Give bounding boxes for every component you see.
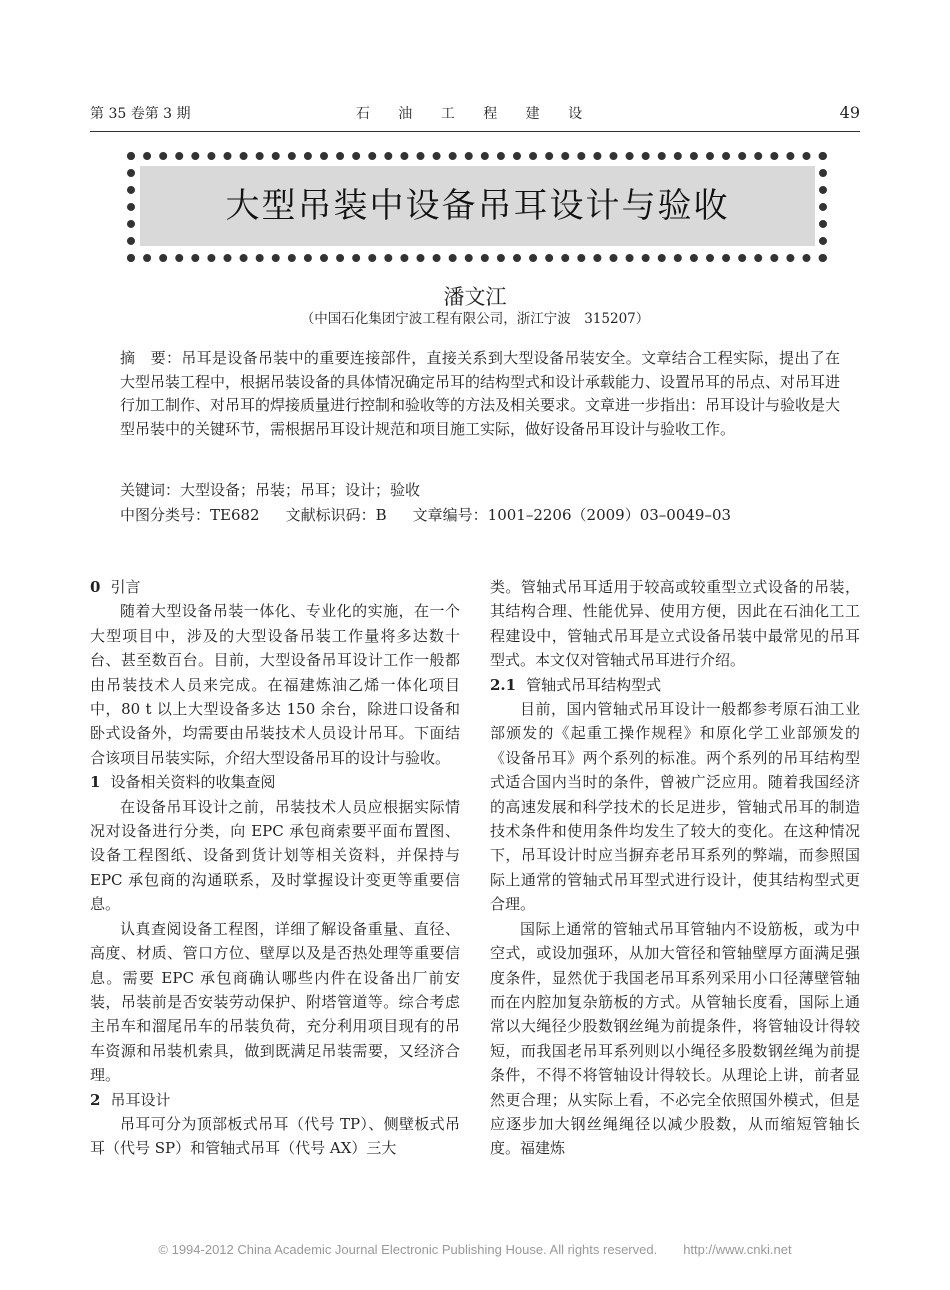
- paragraph: 目前，国内管轴式吊耳设计一般都参考原石油工业部颁发的《起重工操作规程》和原化学工业部颁发的《设备吊耳》两个系列的标准。两个系列的吊耳结构型式适合国内当时的条件，曾被广泛应用。随着我国经济的高速发展和科学技术的长足进步，管轴式吊耳的制造技术条件和使用条件均发生了较大的变化。在这种情况下，吊耳设计时应当摒弃老吊耳系列的弊端，而参照国际上通常的管轴式吊耳型式进行设计，使其结构型式更合理。: [490, 700, 860, 914]
- paragraph: 国际上通常的管轴式吊耳管轴内不设筋板，或为中空式，或设加强环，从加大管径和管轴壁厚方面满足强度条件，显然优于我国老吊耳系列采用小口径薄壁管轴而在内腔加复杂筋板的方式。从管轴长度看，国际上通常以大绳径少股数钢丝绳为前提条件，将管轴设计得较短，而我国老吊耳系列则以小绳径多股数钢丝绳为前提条件，不得不将管轴设计得较长。从理论上讲，前者显然更合理；从实际上看，不必完全依照国外模式，但是应逐步加大钢丝绳绳径以减少股数，从而缩短管轴长度。福建炼: [490, 919, 860, 1158]
- running-header: [90, 103, 860, 123]
- paragraph: 随着大型设备吊装一体化、专业化的实施，在一个大型项目中，涉及的大型设备吊装工作量将多达数十台、甚至数百台。目前，大型设备吊耳设计工作一般都由吊装技术人员来完成。在福建炼油乙烯一体化项目中，80 t 以上大型设备多达 150 余台，除进口设备和卧式设备外，均需要由吊装技术人员设计吊耳。下面结合该项目吊装实际，介绍大型设备吊耳的设计与验收。: [90, 602, 460, 767]
- paragraph: 认真查阅设备工程图，详细了解设备重量、直径、高度、材质、管口方位、壁厚以及是否热处理等重要信息。需要 EPC 承包商确认哪些内件在设备出厂前安装，吊装前是否安装劳动保护、附塔管道等。综合考虑主吊车和溜尾吊车的吊装负荷，充分利用项目现有的吊车资源和吊装机索具，做到既满足吊装需要，又经济合理。: [90, 919, 460, 1085]
- doc-code-label: 文献标识码：: [285, 506, 376, 524]
- article-number-label: 文章编号：: [412, 506, 488, 524]
- paragraph: 在设备吊耳设计之前，吊装技术人员应根据实际情况对设备进行分类，向 EPC 承包商索要平面布置图、设备工程图纸、设备到货计划等相关资料，并保持与 EPC 承包商的沟通联系，及时掌握设计变更等重要信息。: [90, 797, 460, 914]
- left-column: [90, 575, 460, 1161]
- section-heading-1: 1 设备相关资料的收集查阅: [90, 773, 276, 792]
- author-name: 潘文江: [443, 285, 507, 309]
- article-number: 1001–2206（2009）03–0049–03: [487, 506, 732, 524]
- journal-name: 石 油 工 程 建 设: [355, 106, 595, 122]
- abstract: [120, 347, 840, 441]
- doc-code: B: [375, 506, 387, 524]
- clc-label: 中图分类号：: [120, 506, 211, 524]
- section-heading-2-1: 2.1 管轴式吊耳结构型式: [490, 675, 662, 694]
- section-heading-0: 0 引言: [90, 578, 141, 596]
- keywords: [120, 479, 420, 500]
- classification-line: [120, 504, 731, 525]
- paragraph: 类。管轴式吊耳适用于较高或较重型立式设备的吊装，其结构合理、性能优异、使用方便，因此在石油化工工程建设中，管轴式吊耳是立式设备吊装中最常见的吊耳型式。本文仅对管轴式吊耳进行介绍。: [490, 578, 860, 670]
- keywords-text: 大型设备；吊装；吊耳；设计；验收: [180, 481, 421, 499]
- page-number: 49: [839, 103, 860, 122]
- right-column: [490, 575, 860, 1161]
- article-title: 大型吊装中设备吊耳设计与验收: [225, 186, 730, 226]
- abstract-label: 摘 要：: [120, 349, 182, 367]
- section-heading-2: 2 吊耳设计: [90, 1090, 171, 1109]
- copyright-footer: © 1994-2012 China Academic Journal Electronic Publishing House. All rights reserved. http://www.cnki.net: [158, 1242, 792, 1257]
- paragraph: 吊耳可分为顶部板式吊耳（代号 TP）、侧壁板式吊耳（代号 SP）和管轴式吊耳（代号 AX）三大: [90, 1114, 460, 1158]
- clc-code: TE682: [210, 506, 260, 524]
- abstract-text: 吊耳是设备吊装中的重要连接部件，直接关系到大型设备吊装安全。文章结合工程实际，提出了在大型吊装工程中，根据吊装设备的具体情况确定吊耳的结构型式和设计承载能力、设置吊耳的吊点、对吊耳进行加工制作、对吊耳的焊接质量进行控制和验收等的方法及相关要求。文章进一步指出：吊耳设计与验收是大型吊装中的关键环节，需根据吊耳设计规范和项目施工实际，做好设备吊耳设计与验收工作。: [120, 349, 841, 438]
- keywords-label: 关键词：: [120, 481, 181, 499]
- volume-issue: 第 35 卷第 3 期: [90, 106, 191, 122]
- header-rule: [90, 131, 860, 132]
- author-affiliation: （中国石化集团宁波工程有限公司，浙江宁波 315207）: [300, 311, 650, 327]
